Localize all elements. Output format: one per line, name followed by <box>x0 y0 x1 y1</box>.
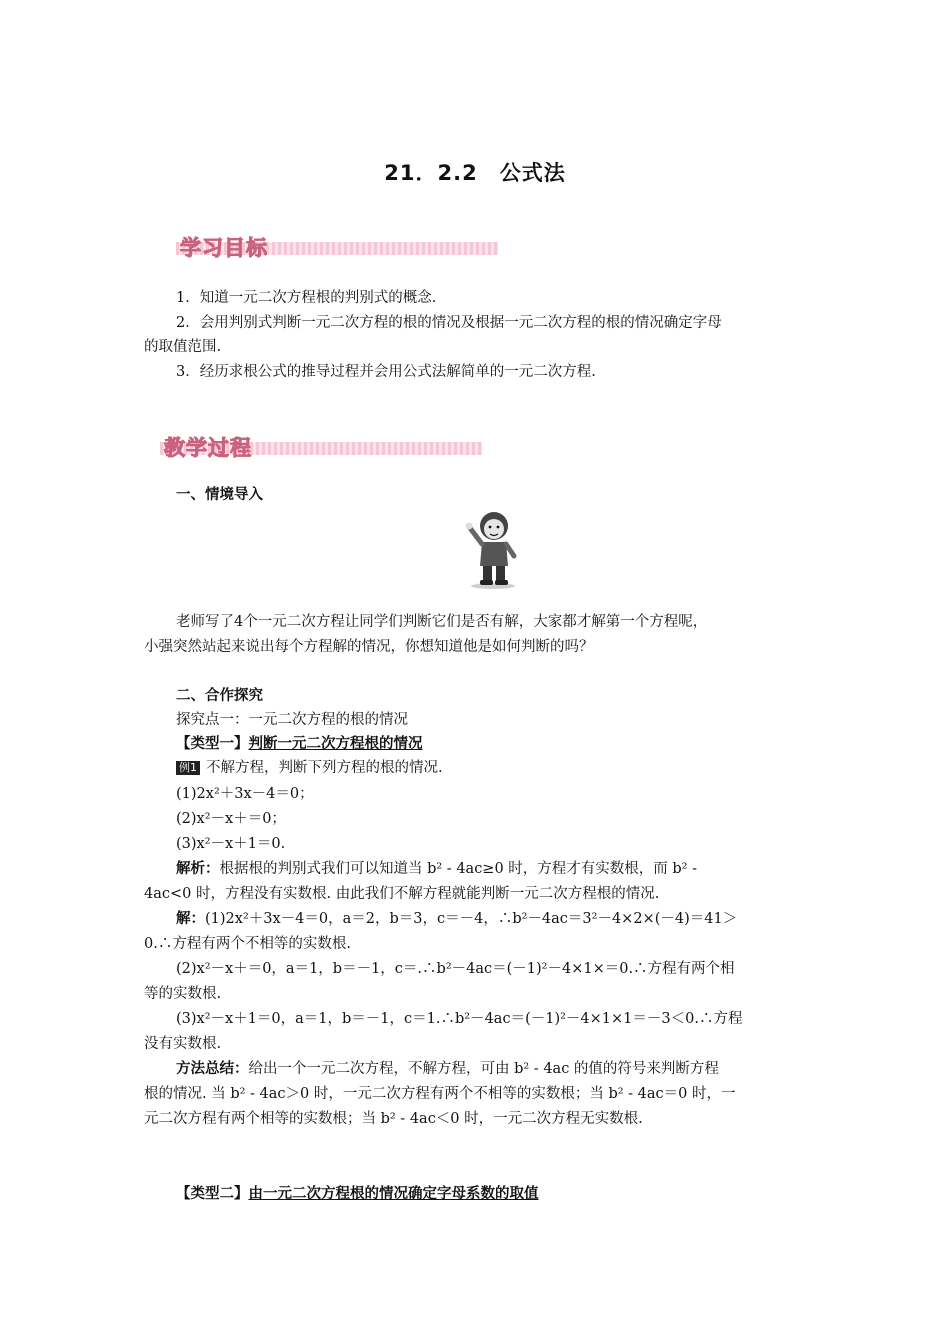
example-1 <box>176 756 443 781</box>
page-title: 21．2.2 公式法 <box>384 161 566 185</box>
explore-point: 探究点一：一元二次方程的根的情况 <box>176 712 408 728</box>
solution-line-1 <box>176 907 737 932</box>
process-banner <box>160 434 482 462</box>
summary-line-3: 元二次方程有两个相等的实数根；当 b² - 4ac＜0 时，一元二次方程无实数根. <box>144 1111 643 1127</box>
analysis-line-2: 4ac<0 时，方程没有实数根. 由此我们不解方程就能判断一元二次方程根的情况. <box>144 886 660 902</box>
solution-line-4: 等的实数根. <box>144 986 222 1002</box>
summary-text-1: 给出一个一元二次方程，不解方程，可由 b² - 4ac 的值的符号来判断方程 <box>248 1061 719 1077</box>
type2-bracket: 【类型二】 <box>176 1186 249 1202</box>
intro-line-2: 小强突然站起来说出每个方程解的情况，你想知道他是如何判断的吗？ <box>144 639 594 655</box>
student-illustration <box>462 506 524 590</box>
analysis-label: 解析： <box>176 861 220 877</box>
example-text: 不解方程，判断下列方程的根的情况. <box>206 760 443 776</box>
objectives-banner <box>176 234 498 262</box>
solution-label: 解： <box>176 911 205 927</box>
objective-2: 2．会用判别式判断一元二次方程的根的情况及根据一元二次方程的根的情况确定字母 <box>176 315 722 331</box>
objective-1: 1．知道一元二次方程根的判别式的概念. <box>176 290 437 306</box>
summary-line-1 <box>176 1057 719 1082</box>
type1-heading <box>176 732 423 757</box>
solution-line-2: 0.∴方程有两个不相等的实数根. <box>144 936 351 952</box>
analysis-line-1 <box>176 857 697 882</box>
type1-bracket: 【类型一】 <box>176 736 249 752</box>
objective-3: 3．经历求根公式的推导过程并会用公式法解简单的一元二次方程. <box>176 364 596 380</box>
type1-title: 判断一元二次方程根的情况 <box>248 736 423 752</box>
type2-title: 由一元二次方程根的情况确定字母系数的取值 <box>248 1186 539 1202</box>
process-banner-text: 教学过程 <box>164 436 252 460</box>
solution-text-1: (1)2x²＋3x－4＝0，a＝2，b＝3，c＝－4，∴b²－4ac＝3²－4×2×(－4)＝41＞ <box>205 911 738 927</box>
example-badge: 例1 <box>176 761 200 775</box>
type2-heading <box>176 1182 539 1207</box>
objective-2-cont: 的取值范围. <box>144 339 222 355</box>
summary-label: 方法总结： <box>176 1061 249 1077</box>
equation-3: (3)x²－x＋1＝0. <box>176 836 286 852</box>
part1-heading: 一、情境导入 <box>176 487 263 503</box>
analysis-text-1: 根据根的判别式我们可以知道当 b² - 4ac≥0 时，方程才有实数根，而 b² - <box>219 861 698 877</box>
equation-1: (1)2x²＋3x－4＝0； <box>176 786 314 802</box>
solution-line-3: (2)x²－x＋＝0，a＝1，b＝－1，c＝.∴b²－4ac＝(－1)²－4×1×＝0.∴方程有两个相 <box>176 961 735 977</box>
part2-heading: 二、合作探究 <box>176 688 263 704</box>
objectives-banner-text: 学习目标 <box>180 236 268 260</box>
solution-line-5: (3)x²－x＋1＝0，a＝1，b＝－1，c＝1.∴b²－4ac＝(－1)²－4×1×1＝－3＜0.∴方程 <box>176 1011 743 1027</box>
summary-line-2: 根的情况. 当 b² - 4ac＞0 时，一元二次方程有两个不相等的实数根；当 b² - 4ac＝0 时，一 <box>144 1086 736 1102</box>
intro-line-1: 老师写了4个一元二次方程让同学们判断它们是否有解，大家都才解第一个方程呢， <box>176 614 708 630</box>
solution-line-6: 没有实数根. <box>144 1036 222 1052</box>
equation-2: (2)x²－x＋＝0； <box>176 811 286 827</box>
